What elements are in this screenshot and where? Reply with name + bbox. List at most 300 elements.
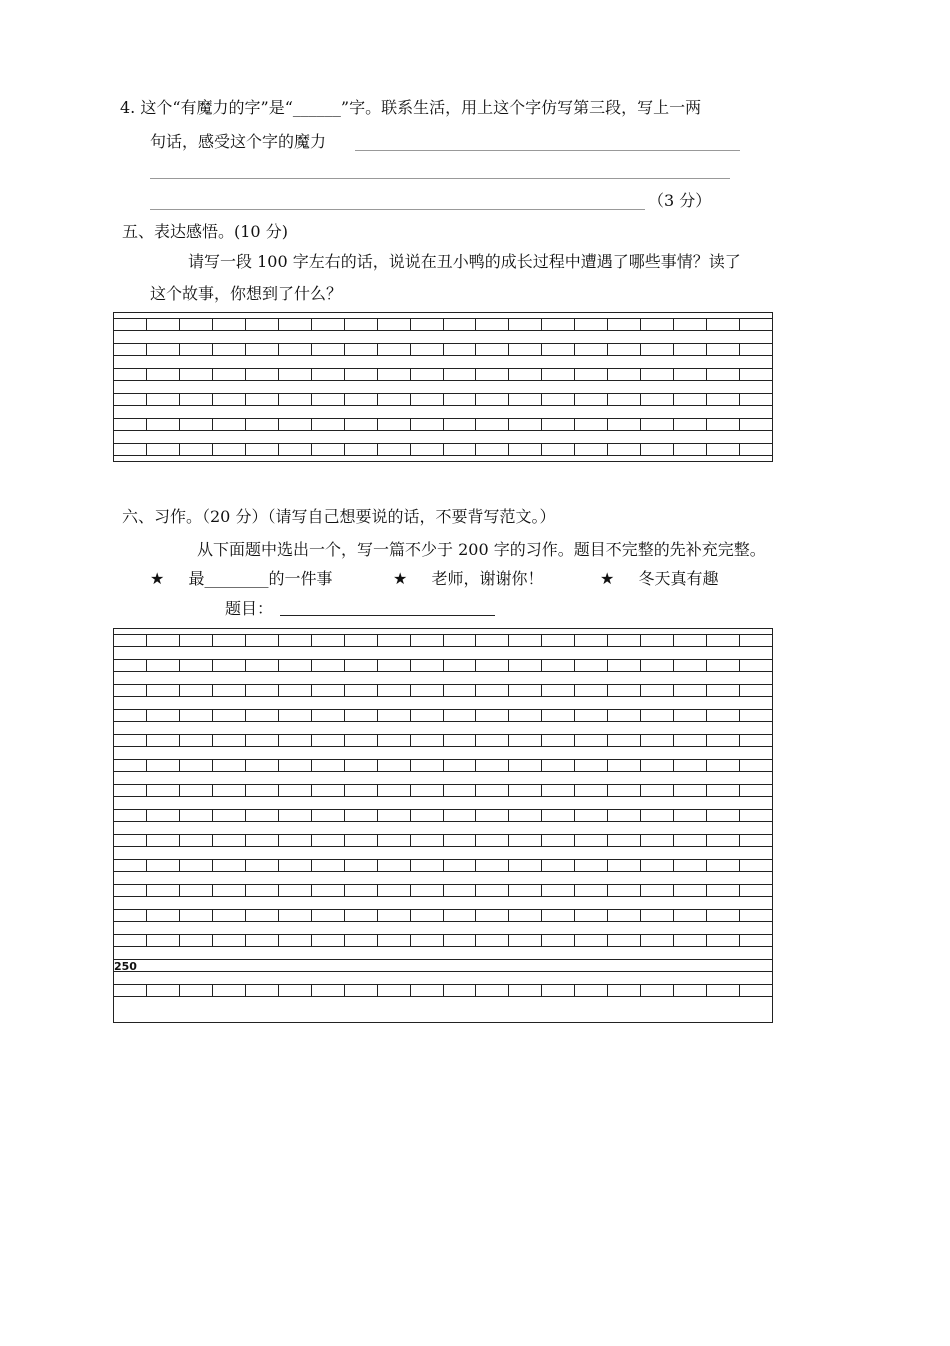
grid-cell[interactable] <box>246 760 279 771</box>
grid-cell[interactable] <box>114 660 147 671</box>
grid-cell[interactable] <box>411 444 444 455</box>
grid-cell[interactable] <box>114 910 147 921</box>
grid-cell[interactable] <box>246 860 279 871</box>
grid-cell[interactable] <box>345 635 378 646</box>
grid-cell[interactable] <box>213 810 246 821</box>
grid-cell[interactable] <box>213 660 246 671</box>
grid-cell[interactable] <box>279 660 312 671</box>
grid-cell[interactable] <box>246 735 279 746</box>
grid-cell[interactable] <box>641 735 674 746</box>
grid-cell[interactable] <box>213 735 246 746</box>
grid-cell[interactable] <box>147 660 180 671</box>
grid-cell[interactable] <box>312 735 345 746</box>
grid-cell[interactable] <box>674 735 707 746</box>
grid-cell[interactable] <box>378 394 411 405</box>
grid-cell[interactable] <box>444 910 477 921</box>
grid-cell[interactable] <box>674 319 707 330</box>
grid-cell[interactable] <box>114 760 147 771</box>
grid-cell[interactable] <box>411 760 444 771</box>
grid-cell[interactable] <box>542 860 575 871</box>
grid-cell[interactable] <box>345 910 378 921</box>
grid-cell[interactable] <box>740 419 772 430</box>
q4-answer-line-2[interactable] <box>150 178 730 179</box>
grid-cell[interactable] <box>180 369 213 380</box>
grid-cell[interactable] <box>641 935 674 946</box>
grid-cell[interactable] <box>114 835 147 846</box>
grid-cell[interactable] <box>279 785 312 796</box>
grid-cell[interactable] <box>411 710 444 721</box>
grid-cell[interactable] <box>246 685 279 696</box>
grid-cell[interactable] <box>444 985 477 996</box>
grid-cell[interactable] <box>476 735 509 746</box>
grid-cell[interactable] <box>509 444 542 455</box>
grid-cell[interactable] <box>345 660 378 671</box>
grid-cell[interactable] <box>147 319 180 330</box>
grid-cell[interactable] <box>312 810 345 821</box>
grid-cell[interactable] <box>476 394 509 405</box>
grid-cell[interactable] <box>575 985 608 996</box>
grid-cell[interactable] <box>312 760 345 771</box>
grid-cell[interactable] <box>608 635 641 646</box>
grid-cell[interactable] <box>575 344 608 355</box>
grid-cell[interactable] <box>707 369 740 380</box>
grid-cell[interactable] <box>147 910 180 921</box>
grid-cell[interactable] <box>147 785 180 796</box>
grid-cell[interactable] <box>608 860 641 871</box>
grid-cell[interactable] <box>147 419 180 430</box>
grid-cell[interactable] <box>641 660 674 671</box>
grid-cell[interactable] <box>707 660 740 671</box>
grid-cell[interactable] <box>740 319 772 330</box>
grid-cell[interactable] <box>575 860 608 871</box>
grid-cell[interactable] <box>542 444 575 455</box>
grid-cell[interactable] <box>213 885 246 896</box>
grid-cell[interactable] <box>444 810 477 821</box>
grid-cell[interactable] <box>444 685 477 696</box>
grid-cell[interactable] <box>180 660 213 671</box>
grid-cell[interactable] <box>575 419 608 430</box>
grid-cell[interactable] <box>312 985 345 996</box>
grid-cell[interactable] <box>246 985 279 996</box>
grid-cell[interactable] <box>345 810 378 821</box>
grid-cell[interactable] <box>180 710 213 721</box>
grid-cell[interactable] <box>444 735 477 746</box>
grid-cell[interactable] <box>476 835 509 846</box>
grid-cell[interactable] <box>114 444 147 455</box>
grid-cell[interactable] <box>542 394 575 405</box>
grid-cell[interactable] <box>674 369 707 380</box>
grid-cell[interactable] <box>608 935 641 946</box>
grid-cell[interactable] <box>575 660 608 671</box>
grid-cell[interactable] <box>279 444 312 455</box>
grid-cell[interactable] <box>411 685 444 696</box>
grid-cell[interactable] <box>641 444 674 455</box>
grid-cell[interactable] <box>246 935 279 946</box>
grid-cell[interactable] <box>707 319 740 330</box>
grid-cell[interactable] <box>674 344 707 355</box>
grid-cell[interactable] <box>575 735 608 746</box>
grid-cell[interactable] <box>444 419 477 430</box>
grid-cell[interactable] <box>542 319 575 330</box>
grid-cell[interactable] <box>180 910 213 921</box>
grid-cell[interactable] <box>378 444 411 455</box>
grid-cell[interactable] <box>345 785 378 796</box>
grid-cell[interactable] <box>476 860 509 871</box>
grid-cell[interactable] <box>147 835 180 846</box>
grid-cell[interactable] <box>345 760 378 771</box>
grid-cell[interactable] <box>279 985 312 996</box>
grid-cell[interactable] <box>213 910 246 921</box>
grid-cell[interactable] <box>575 810 608 821</box>
grid-cell[interactable] <box>147 369 180 380</box>
grid-cell[interactable] <box>411 394 444 405</box>
grid-cell[interactable] <box>641 860 674 871</box>
grid-cell[interactable] <box>707 760 740 771</box>
grid-cell[interactable] <box>279 419 312 430</box>
grid-cell[interactable] <box>246 344 279 355</box>
grid-cell[interactable] <box>740 835 772 846</box>
grid-cell[interactable] <box>279 685 312 696</box>
grid-cell[interactable] <box>641 885 674 896</box>
grid-cell[interactable] <box>542 635 575 646</box>
grid-cell[interactable] <box>542 810 575 821</box>
grid-cell[interactable] <box>674 419 707 430</box>
grid-cell[interactable] <box>740 735 772 746</box>
grid-cell[interactable] <box>707 860 740 871</box>
grid-cell[interactable] <box>476 685 509 696</box>
grid-cell[interactable] <box>246 635 279 646</box>
grid-cell[interactable] <box>674 810 707 821</box>
grid-cell[interactable] <box>575 319 608 330</box>
grid-cell[interactable] <box>444 635 477 646</box>
grid-cell[interactable] <box>740 760 772 771</box>
grid-cell[interactable] <box>476 935 509 946</box>
grid-cell[interactable] <box>575 935 608 946</box>
grid-cell[interactable] <box>575 710 608 721</box>
grid-cell[interactable] <box>674 910 707 921</box>
grid-cell[interactable] <box>114 710 147 721</box>
grid-cell[interactable] <box>674 394 707 405</box>
grid-cell[interactable] <box>740 444 772 455</box>
grid-cell[interactable] <box>378 369 411 380</box>
grid-cell[interactable] <box>147 710 180 721</box>
q4-answer-line-3[interactable] <box>150 209 645 210</box>
grid-cell[interactable] <box>180 735 213 746</box>
grid-cell[interactable] <box>542 835 575 846</box>
grid-cell[interactable] <box>542 760 575 771</box>
grid-cell[interactable] <box>444 660 477 671</box>
grid-cell[interactable] <box>279 710 312 721</box>
grid-cell[interactable] <box>509 860 542 871</box>
grid-cell[interactable] <box>279 935 312 946</box>
grid-cell[interactable] <box>476 419 509 430</box>
grid-cell[interactable] <box>279 369 312 380</box>
grid-cell[interactable] <box>378 760 411 771</box>
grid-cell[interactable] <box>707 444 740 455</box>
grid-cell[interactable] <box>345 444 378 455</box>
grid-cell[interactable] <box>378 710 411 721</box>
grid-cell[interactable] <box>345 935 378 946</box>
grid-cell[interactable] <box>114 985 147 996</box>
grid-cell[interactable] <box>378 785 411 796</box>
grid-cell[interactable] <box>213 635 246 646</box>
q4-answer-line-1[interactable] <box>355 150 740 151</box>
grid-cell[interactable] <box>575 394 608 405</box>
grid-cell[interactable] <box>411 985 444 996</box>
grid-cell[interactable] <box>575 835 608 846</box>
grid-cell[interactable] <box>740 885 772 896</box>
grid-cell[interactable] <box>608 444 641 455</box>
grid-cell[interactable] <box>608 785 641 796</box>
grid-cell[interactable] <box>114 810 147 821</box>
grid-cell[interactable] <box>608 760 641 771</box>
grid-cell[interactable] <box>509 985 542 996</box>
grid-cell[interactable] <box>312 785 345 796</box>
grid-cell[interactable] <box>147 810 180 821</box>
grid-cell[interactable] <box>378 910 411 921</box>
grid-cell[interactable] <box>674 935 707 946</box>
grid-cell[interactable] <box>180 635 213 646</box>
grid-cell[interactable] <box>345 344 378 355</box>
grid-cell[interactable] <box>740 394 772 405</box>
grid-cell[interactable] <box>476 810 509 821</box>
grid-cell[interactable] <box>575 635 608 646</box>
grid-cell[interactable] <box>608 835 641 846</box>
grid-cell[interactable] <box>147 344 180 355</box>
grid-cell[interactable] <box>411 910 444 921</box>
grid-cell[interactable] <box>114 419 147 430</box>
grid-cell[interactable] <box>378 685 411 696</box>
grid-cell[interactable] <box>411 885 444 896</box>
grid-cell[interactable] <box>411 319 444 330</box>
option-2[interactable] <box>393 569 544 589</box>
grid-cell[interactable] <box>378 635 411 646</box>
grid-cell[interactable] <box>575 785 608 796</box>
grid-cell[interactable] <box>411 635 444 646</box>
grid-cell[interactable] <box>279 910 312 921</box>
grid-cell[interactable] <box>641 369 674 380</box>
grid-cell[interactable] <box>180 810 213 821</box>
grid-cell[interactable] <box>345 835 378 846</box>
grid-cell[interactable] <box>246 419 279 430</box>
grid-cell[interactable] <box>114 319 147 330</box>
grid-cell[interactable] <box>378 885 411 896</box>
grid-cell[interactable] <box>707 810 740 821</box>
grid-cell[interactable] <box>509 935 542 946</box>
grid-cell[interactable] <box>608 319 641 330</box>
grid-cell[interactable] <box>147 735 180 746</box>
grid-cell[interactable] <box>674 760 707 771</box>
grid-cell[interactable] <box>707 710 740 721</box>
grid-cell[interactable] <box>213 935 246 946</box>
grid-cell[interactable] <box>312 660 345 671</box>
grid-cell[interactable] <box>740 710 772 721</box>
grid-cell[interactable] <box>509 785 542 796</box>
grid-cell[interactable] <box>279 735 312 746</box>
grid-cell[interactable] <box>312 635 345 646</box>
grid-cell[interactable] <box>378 660 411 671</box>
grid-cell[interactable] <box>509 394 542 405</box>
grid-cell[interactable] <box>674 660 707 671</box>
grid-cell[interactable] <box>180 935 213 946</box>
grid-cell[interactable] <box>740 985 772 996</box>
grid-cell[interactable] <box>114 344 147 355</box>
grid-cell[interactable] <box>378 344 411 355</box>
grid-cell[interactable] <box>114 685 147 696</box>
grid-cell[interactable] <box>542 344 575 355</box>
grid-cell[interactable] <box>345 985 378 996</box>
grid-cell[interactable] <box>542 660 575 671</box>
grid-cell[interactable] <box>246 885 279 896</box>
grid-cell[interactable] <box>707 394 740 405</box>
grid-cell[interactable] <box>411 860 444 871</box>
grid-cell[interactable] <box>674 710 707 721</box>
grid-cell[interactable] <box>312 860 345 871</box>
grid-cell[interactable] <box>641 810 674 821</box>
grid-cell[interactable] <box>246 444 279 455</box>
grid-cell[interactable] <box>509 660 542 671</box>
grid-cell[interactable] <box>740 660 772 671</box>
grid-cell[interactable] <box>279 885 312 896</box>
grid-cell[interactable] <box>213 760 246 771</box>
grid-cell[interactable] <box>180 785 213 796</box>
grid-cell[interactable] <box>476 635 509 646</box>
grid-cell[interactable] <box>444 835 477 846</box>
grid-cell[interactable] <box>411 785 444 796</box>
grid-cell[interactable] <box>674 985 707 996</box>
grid-cell[interactable] <box>213 419 246 430</box>
grid-cell[interactable] <box>246 369 279 380</box>
grid-cell[interactable] <box>674 444 707 455</box>
grid-cell[interactable] <box>542 985 575 996</box>
grid-cell[interactable] <box>509 419 542 430</box>
grid-cell[interactable] <box>411 935 444 946</box>
grid-cell[interactable] <box>476 885 509 896</box>
grid-cell[interactable] <box>641 419 674 430</box>
grid-cell[interactable] <box>641 985 674 996</box>
grid-cell[interactable] <box>707 885 740 896</box>
grid-cell[interactable] <box>641 760 674 771</box>
writing-grid-section6[interactable] <box>113 628 773 1023</box>
grid-cell[interactable] <box>476 344 509 355</box>
grid-cell[interactable] <box>476 710 509 721</box>
grid-cell[interactable] <box>444 935 477 946</box>
grid-cell[interactable] <box>378 419 411 430</box>
grid-cell[interactable] <box>279 635 312 646</box>
grid-cell[interactable] <box>411 660 444 671</box>
grid-cell[interactable] <box>114 735 147 746</box>
grid-cell[interactable] <box>608 419 641 430</box>
grid-cell[interactable] <box>674 860 707 871</box>
grid-cell[interactable] <box>608 810 641 821</box>
title-input-line[interactable] <box>280 615 495 616</box>
grid-cell[interactable] <box>378 835 411 846</box>
grid-cell[interactable] <box>444 785 477 796</box>
grid-cell[interactable] <box>674 885 707 896</box>
grid-cell[interactable] <box>378 860 411 871</box>
grid-cell[interactable] <box>246 835 279 846</box>
grid-cell[interactable] <box>279 344 312 355</box>
grid-cell[interactable] <box>180 394 213 405</box>
grid-cell[interactable] <box>312 885 345 896</box>
grid-cell[interactable] <box>378 735 411 746</box>
grid-cell[interactable] <box>114 935 147 946</box>
grid-cell[interactable] <box>147 444 180 455</box>
grid-cell[interactable] <box>411 344 444 355</box>
grid-cell[interactable] <box>114 785 147 796</box>
grid-cell[interactable] <box>279 860 312 871</box>
grid-cell[interactable] <box>740 935 772 946</box>
grid-cell[interactable] <box>707 910 740 921</box>
grid-cell[interactable] <box>180 835 213 846</box>
grid-cell[interactable] <box>444 319 477 330</box>
grid-cell[interactable] <box>147 935 180 946</box>
grid-cell[interactable] <box>114 860 147 871</box>
grid-cell[interactable] <box>740 910 772 921</box>
grid-cell[interactable] <box>740 369 772 380</box>
grid-cell[interactable] <box>444 885 477 896</box>
grid-cell[interactable] <box>312 835 345 846</box>
grid-cell[interactable] <box>411 810 444 821</box>
grid-cell[interactable] <box>542 735 575 746</box>
grid-cell[interactable] <box>312 910 345 921</box>
grid-cell[interactable] <box>444 444 477 455</box>
grid-cell[interactable] <box>476 985 509 996</box>
grid-cell[interactable] <box>740 860 772 871</box>
grid-cell[interactable] <box>641 710 674 721</box>
grid-cell[interactable] <box>147 685 180 696</box>
grid-cell[interactable] <box>147 860 180 871</box>
grid-cell[interactable] <box>641 685 674 696</box>
grid-cell[interactable] <box>444 760 477 771</box>
grid-cell[interactable] <box>345 319 378 330</box>
grid-cell[interactable] <box>213 785 246 796</box>
grid-cell[interactable] <box>542 685 575 696</box>
grid-cell[interactable] <box>542 419 575 430</box>
grid-cell[interactable] <box>411 735 444 746</box>
grid-cell[interactable] <box>542 935 575 946</box>
grid-cell[interactable] <box>213 710 246 721</box>
option-3[interactable] <box>600 569 719 589</box>
grid-cell[interactable] <box>641 394 674 405</box>
grid-cell[interactable] <box>246 785 279 796</box>
grid-cell[interactable] <box>641 910 674 921</box>
grid-cell[interactable] <box>213 444 246 455</box>
grid-cell[interactable] <box>114 635 147 646</box>
grid-cell[interactable] <box>114 885 147 896</box>
grid-cell[interactable] <box>312 319 345 330</box>
grid-cell[interactable] <box>279 760 312 771</box>
grid-cell[interactable] <box>312 444 345 455</box>
grid-cell[interactable] <box>509 910 542 921</box>
grid-cell[interactable] <box>180 860 213 871</box>
grid-cell[interactable] <box>444 394 477 405</box>
grid-cell[interactable] <box>345 735 378 746</box>
grid-cell[interactable] <box>707 735 740 746</box>
grid-cell[interactable] <box>279 810 312 821</box>
grid-cell[interactable] <box>707 344 740 355</box>
grid-cell[interactable] <box>411 369 444 380</box>
grid-cell[interactable] <box>641 835 674 846</box>
grid-cell[interactable] <box>312 344 345 355</box>
grid-cell[interactable] <box>575 910 608 921</box>
grid-cell[interactable] <box>213 369 246 380</box>
grid-cell[interactable] <box>707 935 740 946</box>
grid-cell[interactable] <box>476 369 509 380</box>
grid-cell[interactable] <box>641 785 674 796</box>
grid-cell[interactable] <box>509 835 542 846</box>
grid-cell[interactable] <box>147 394 180 405</box>
